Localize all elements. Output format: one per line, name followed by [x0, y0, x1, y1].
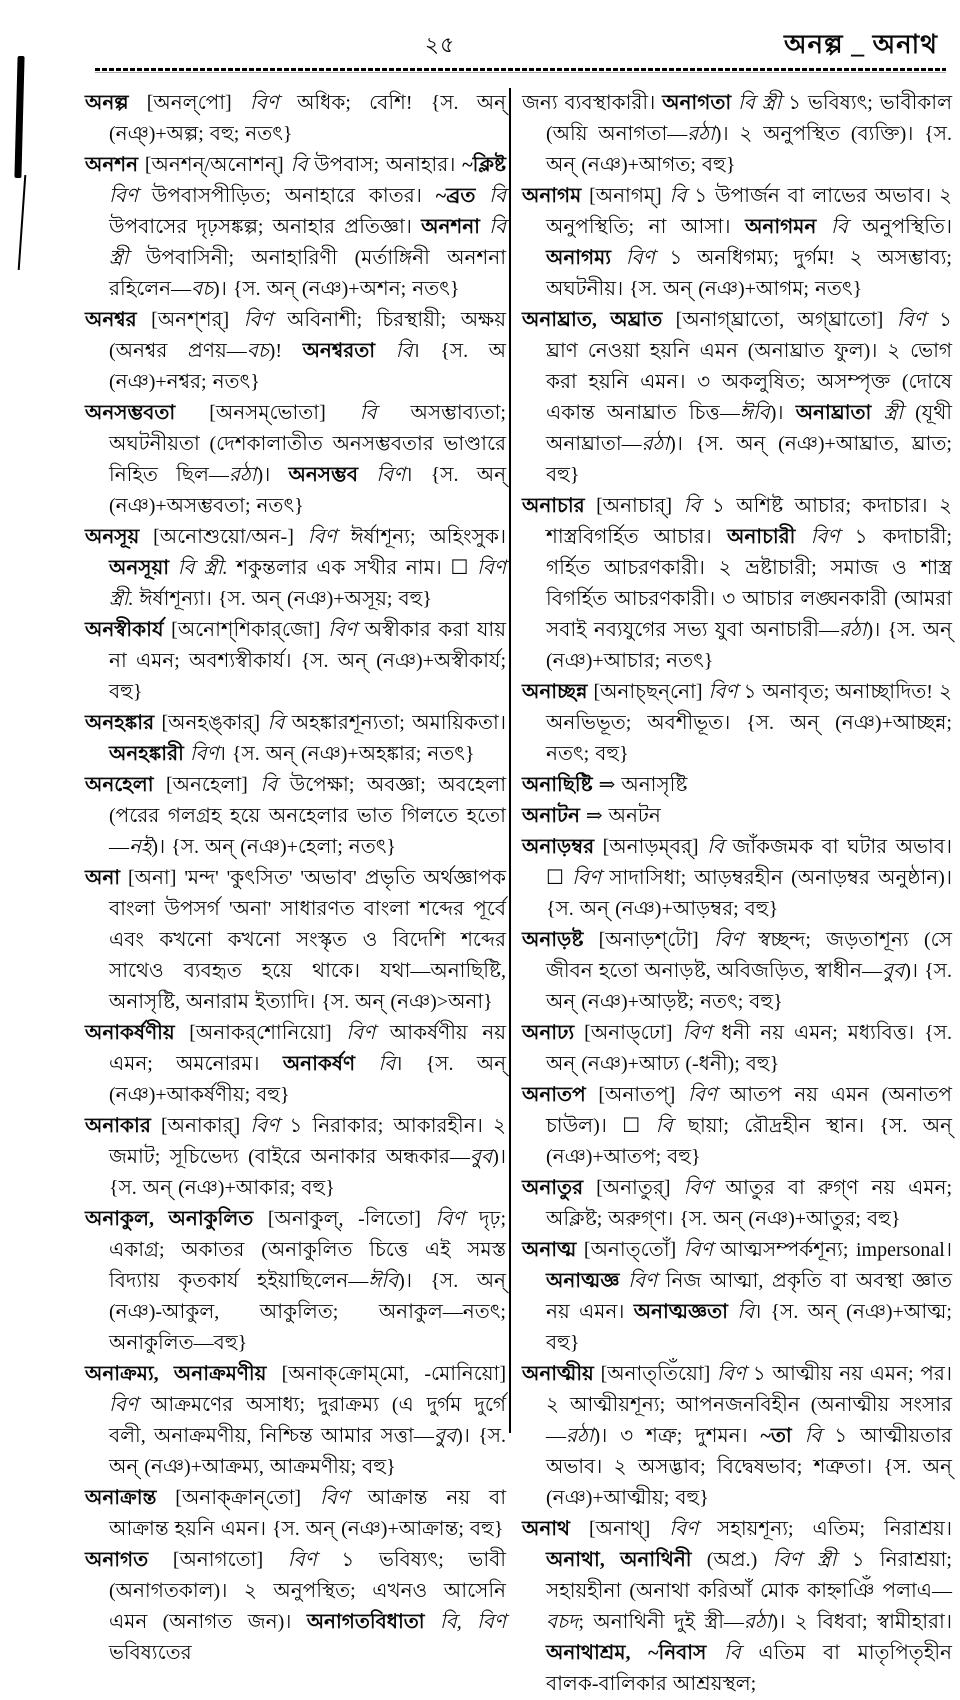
- entry-text: [অনশ্‌শর্]: [136, 309, 244, 331]
- grammar-label: বি: [669, 185, 687, 207]
- entry-text: [অনাক্‌ক্রান্‌তো]: [156, 1487, 320, 1509]
- entry-text: আক্রান্ত নয় বা আক্রান্ত হয়নি এমন। {স. অন্ (নঞ)+আক্রান্ত; বহু}: [109, 1487, 506, 1540]
- headword: অনাথ: [522, 1518, 571, 1540]
- headword: অনাত্ম: [522, 1239, 577, 1261]
- entry-text: [অনসম্‌ভোতা]: [175, 402, 360, 424]
- dictionary-entry: [85, 1483, 506, 1545]
- entry-text: জন্য ব্যবস্থাকারী।: [522, 92, 663, 114]
- scan-artifact: [14, 56, 24, 178]
- grammar-label: বিণ: [189, 743, 219, 765]
- grammar-label: বিণ: [717, 1363, 746, 1385]
- headword: অনাঢ্য: [522, 1022, 575, 1044]
- grammar-label: বি: [395, 340, 413, 362]
- grammar-label: বি স্ত্রী: [738, 92, 782, 114]
- entry-text: ১ নিরাশ্রয়া; সহায়হীনা (অনাথা করিআঁ মোক কাহ্নাঞিঁ পলাএ—: [546, 1549, 952, 1602]
- grammar-label: বি: [489, 216, 507, 238]
- entry-text: শকুন্তলার এক সখীর নাম। ☐: [227, 557, 478, 579]
- entry-text: [731, 92, 738, 114]
- entry-text: ⇒ অনাসৃষ্টি: [592, 774, 688, 796]
- headword: অনাকার: [85, 1115, 151, 1137]
- entry-text: আকর্ষণীয় নয় এমন; অমনোরম।: [109, 1022, 506, 1075]
- dictionary-entry: [522, 677, 952, 770]
- entry-text: ১ কদাচারী; গর্হিত আচরণকারী। ২ ভ্রষ্টাচারী; সমাজ ও শাস্ত্র বিগর্হিত আচরণকারী। ৩ আচার লঙ্ঘনকারী (আমরা সবাই নব্যযুগের সভ্য যুবা অনাচারী—: [546, 526, 953, 641]
- headword: অনহঙ্কারী: [109, 743, 184, 765]
- entry-text: ১ আত্মীয় নয় এমন; পর। ২ আত্মীয়শূন্য; আপনজনবিহীন (অনাত্মীয় সংসার—: [546, 1363, 952, 1447]
- grammar-label: স্ত্রী.: [109, 588, 134, 610]
- headword: ~ব্রত: [435, 185, 476, 207]
- dictionary-entry: [85, 305, 506, 398]
- grammar-label: রঠা: [839, 619, 867, 641]
- headword: অনসূয়: [85, 526, 140, 548]
- grammar-label: বি: [290, 154, 308, 176]
- entry-text: )। {স. অন্ (নঞ)+হেলা; নতৎ}: [151, 836, 396, 858]
- grammar-label: বিণ: [109, 1394, 138, 1416]
- headword: অনাতুর: [522, 1177, 584, 1199]
- entry-text: [358, 464, 376, 486]
- grammar-label: স্ত্রী: [109, 247, 129, 269]
- entry-text: )। {স. অন্ (নঞ)+আচার; নতৎ}: [546, 619, 952, 672]
- entry-text: উপবাসিনী; অনাহারিণী (মর্তাঙ্গিনী অনশনা রহিলেন—: [109, 247, 506, 300]
- headword: অনসূয়া: [109, 557, 170, 579]
- dictionary-entry: [85, 522, 506, 615]
- entry-text: [অনাগ্‌ঘ্রাতো, অগ্‌ঘ্রাতো]: [662, 309, 897, 331]
- entry-text: [অনাকর্‌শোনিয়ো]: [174, 1022, 347, 1044]
- grammar-label: স্ত্রী.: [203, 557, 228, 579]
- scan-artifact: [18, 175, 27, 270]
- entry-text: [375, 340, 396, 362]
- grammar-label: বিণ স্ত্রী: [772, 1549, 837, 1571]
- headword: অনাটন: [522, 805, 580, 827]
- entry-text: )।: [256, 464, 289, 486]
- entry-text: [169, 557, 178, 579]
- grammar-label: বুব: [881, 960, 905, 982]
- grammar-label: বিণ: [625, 247, 655, 269]
- entry-text: । {স. অ (নঞ)+নশ্বর; নতৎ}: [109, 340, 506, 393]
- dictionary-entry: [522, 491, 952, 677]
- headword: অনাক্রান্ত: [85, 1487, 157, 1509]
- entry-text: [619, 1270, 628, 1292]
- headword: ~ক্লিষ্ট: [462, 154, 507, 176]
- headword: অনহেলা: [85, 774, 154, 796]
- headword: অনশ্বরতা: [302, 340, 376, 362]
- entry-text: ঈর্ষাশূন্যা। {স. অন্ (নঞ)+অসূয়; বহু}: [133, 588, 432, 610]
- dictionary-entry: [85, 708, 506, 770]
- entry-text: স্বচ্ছন্দ; জড়তাশূন্য (সে জীবন হতো অনাড়ষ্ট, অবিজড়িত, স্বাধীন—: [546, 929, 952, 982]
- entry-text: )। {স. অন্ (নঞ)+আড়ষ্ট; নতৎ; বহু}: [546, 960, 953, 1013]
- running-head: অনল্প _ অনাথ: [783, 30, 938, 59]
- entry-text: ভবিষ্যতের: [109, 1642, 192, 1664]
- column-right: [522, 88, 952, 1700]
- headword: অনাচারী: [727, 526, 796, 548]
- dictionary-entry: [85, 1545, 506, 1669]
- entry-text: ১ আত্মীয়তার অভাব। ২ অসদ্ভাব; বিদ্বেষভাব; শত্রুতা। {স. অন্ (নঞ)+আত্মীয়; বহু}: [546, 1425, 952, 1509]
- entry-text: [অনাত্‌তোঁ]: [576, 1239, 684, 1261]
- headword: অনসম্ভবতা: [85, 402, 176, 424]
- grammar-label: বিণ: [243, 309, 273, 331]
- headword: অনাক্রম্য, অনাক্রমণীয়: [85, 1363, 267, 1385]
- grammar-label: বিণ: [688, 1084, 717, 1106]
- grammar-label: বিণ: [287, 1549, 317, 1571]
- entry-text: )। {স. অন্ (নঞ)+অশন; নতৎ}: [213, 278, 460, 300]
- grammar-label: বিণ: [669, 1518, 699, 1540]
- dictionary-entry: [85, 770, 506, 863]
- entry-text: [480, 216, 489, 238]
- grammar-label: নই: [129, 836, 152, 858]
- grammar-label: স্ত্রী: [883, 402, 903, 424]
- headword: অনশন: [85, 154, 139, 176]
- entry-text: অহঙ্কারশূন্যতা; অমায়িকতা।: [284, 712, 506, 734]
- entry-text: [অনাগতো]: [148, 1549, 288, 1571]
- entry-text: সহায়শূন্য; এতিম; নিরাশ্রয়।: [698, 1518, 952, 1540]
- entry-text: ধনী নয় এমন; মধ্যবিত্ত। {স. অন্ (নঞ)+আঢ্য (-ধনী); বহু}: [546, 1022, 953, 1075]
- entry-text: উপবাসের দৃঢ়সঙ্কল্প; অনাহার প্রতিজ্ঞা।: [109, 216, 422, 238]
- grammar-label: বি: [830, 216, 848, 238]
- entry-text: [অনহেলা]: [153, 774, 261, 796]
- entry-text: [728, 1301, 737, 1323]
- grammar-label: বিণ: [328, 619, 358, 641]
- entry-text: উপবাস; অনাহার।: [307, 154, 463, 176]
- grammar-label: বি: [707, 836, 724, 858]
- entry-text: আতপ নয় এমন (অনাতপ চাউল)। ☐: [546, 1084, 952, 1137]
- entry-text: )। {স. অন্ (নঞ)+আঘ্রাত, ঘ্রাত; বহু}: [546, 433, 952, 486]
- entry-text: ; অনাথিনী দুই স্ত্রী—: [578, 1611, 744, 1633]
- headword: অনাত্মীয়: [522, 1363, 594, 1385]
- entry-text: । {স. অন্ (নঞ)+অহঙ্কার; নতৎ}: [218, 743, 475, 765]
- entry-text: [792, 1425, 805, 1447]
- dictionary-entry: [522, 1018, 952, 1080]
- grammar-label: বচদ: [546, 1611, 579, 1633]
- entry-text: )।: [769, 402, 796, 424]
- entry-text: [অনাড়ম্‌বর্]: [594, 836, 708, 858]
- entry-text: [অনশন্/অনোশন্]: [138, 154, 291, 176]
- headword: অনাচার: [522, 495, 585, 517]
- entry-text: [অনাকার্]: [150, 1115, 251, 1137]
- entry-text: [611, 247, 626, 269]
- grammar-label: বিণ: [109, 185, 138, 207]
- headword: অনাগতবিধাতা: [306, 1611, 425, 1633]
- dictionary-entry: [85, 1359, 506, 1483]
- entry-text: ঈর্ষাশূন্য; অহিংসুক।: [336, 526, 506, 548]
- entry-text: [অনাত্‌তিঁয়ো]: [593, 1363, 718, 1385]
- grammar-label: বিণ: [683, 1177, 713, 1199]
- headword: অনসম্ভব: [288, 464, 358, 486]
- grammar-label: বি: [489, 185, 507, 207]
- entry-text: [অনাথ্]: [570, 1518, 670, 1540]
- entry-text: অসম্ভাব্যতা; অঘটনীয়তা (দেশকালাতীত অনসম্ভবতার ভাণ্ডারে নিহিত ছিল—: [109, 402, 506, 486]
- grammar-label: বুব: [469, 1146, 493, 1168]
- entry-text: (যূথী অনাঘ্রাতা—: [546, 402, 953, 455]
- entry-text: । {স. অন্ (নঞ)+অসম্ভবতা; নতৎ}: [109, 464, 507, 517]
- grammar-label: বিণ: [572, 867, 602, 889]
- grammar-label: রঠা: [641, 433, 670, 455]
- entry-text: অস্বীকার করা যায় না এমন; অবশ্যস্বীকার্য। {স. অন্ (নঞ)+অস্বীকার্য; বহু}: [109, 619, 507, 703]
- grammar-label: বিণ: [376, 464, 406, 486]
- headword: অনশ্বর: [85, 309, 137, 331]
- grammar-label: বি: [260, 774, 278, 796]
- dictionary-entry: [85, 398, 506, 522]
- dictionary-entry: [522, 1514, 952, 1700]
- entry-text: [অনোশ্‌শিকার্‌জো]: [163, 619, 329, 641]
- grammar-label: বিণ: [319, 1487, 349, 1509]
- dictionary-entry: [522, 801, 952, 832]
- grammar-label: বিণ: [435, 1208, 465, 1230]
- entry-text: আতুর বা রুগ্ণ নয় এমন; অক্লিষ্ট; অরুগ্ণ। {স. অন্ (নঞ)+আতুর; বহু}: [546, 1177, 952, 1230]
- entry-text: [195, 557, 204, 579]
- entry-text: [অনাচ্‌ছন্‌নো]: [587, 681, 709, 703]
- entry-text: )। {স. অন্ (নঞ)+আকার; বহু}: [109, 1146, 506, 1199]
- column-left: [85, 88, 506, 1669]
- entry-text: ১ অনধিগম্য; দুর্গম! ২ অসম্ভাব্য; অঘটনীয়। {স. অন্ (নঞ)+আগম; নতৎ}: [546, 247, 952, 300]
- headword: অনাগতা: [662, 92, 732, 114]
- entry-text: আত্মসম্পর্কশূন্য; impersonal।: [712, 1239, 952, 1261]
- dictionary-entry: [522, 925, 952, 1018]
- entry-text: । {স. অন্ (নঞ)+আত্ম; বহু}: [546, 1301, 952, 1354]
- grammar-label: বি: [804, 1425, 822, 1447]
- entry-text: [অনাচার্]: [584, 495, 684, 517]
- headword: অনাগত: [85, 1549, 149, 1571]
- grammar-label: রঠা: [566, 1425, 594, 1447]
- grammar-label: বিণ: [682, 1022, 712, 1044]
- grammar-label: ঈবি: [739, 402, 770, 424]
- dictionary-entry: [522, 305, 952, 491]
- grammar-label: বি: [655, 1115, 673, 1137]
- entry-text: )। ২ অনুপস্থিত (ব্যক্তি)। {স. অন্ (নঞ)+আগত; বহু}: [546, 123, 953, 176]
- grammar-label: বিণ: [249, 92, 279, 114]
- entry-text: ছায়া; রৌদ্রহীন স্থান। {স. অন্ (নঞ)+আতপ; বহু}: [546, 1115, 952, 1168]
- entry-text: )। {স. অন্ (নঞ)+আক্রম্য, আক্রমণীয়; বহু}: [109, 1425, 507, 1478]
- grammar-label: বিণ: [713, 929, 743, 951]
- grammar-label: রঠা: [743, 1611, 772, 1633]
- grammar-label: বি: [683, 495, 701, 517]
- grammar-label: বিণ: [307, 526, 337, 548]
- headword: অনশনা: [421, 216, 480, 238]
- grammar-label: বিণ: [477, 557, 506, 579]
- grammar-label: বিণ: [708, 681, 738, 703]
- dictionary-entry: [85, 1111, 506, 1204]
- headword: অনা: [85, 867, 121, 889]
- grammar-label: বিণ: [896, 309, 926, 331]
- headword: অনস্বীকার্য: [85, 619, 164, 641]
- dictionary-entry: [85, 1018, 506, 1111]
- dictionary-entry: [522, 88, 952, 181]
- dictionary-entry: [522, 1359, 952, 1514]
- headword: অনাঘ্রাতা: [795, 402, 872, 424]
- grammar-label: রঠা: [687, 123, 715, 145]
- entry-text: দৃঢ়; একাগ্র; অকাতর (অনাকুলিত চিত্তে এই সমস্ত বিদ্যায় কৃতকার্য হইয়াছিলেন—: [109, 1208, 507, 1292]
- entry-text: সাদাসিধা; আড়ম্বরহীন (অনাড়ম্বর অনুষ্ঠান)। {স. অন্ (নঞ)+আড়ম্বর; বহু}: [546, 867, 952, 920]
- entry-text: [অনল্‌পো]: [128, 92, 250, 114]
- grammar-label: বি: [723, 1642, 741, 1664]
- grammar-label: বিণ: [250, 1115, 280, 1137]
- entry-text: [অনোশুয়ো/অন-]: [139, 526, 308, 548]
- entry-text: । {স. অন্ (নঞ)+আকর্ষণীয়; বহু}: [109, 1053, 507, 1106]
- grammar-label: রঠা: [228, 464, 257, 486]
- headword: অনাত্মজ্ঞ: [546, 1270, 620, 1292]
- grammar-label: বি: [378, 1053, 396, 1075]
- header-rule: [95, 68, 946, 73]
- entry-text: )। ৩ শত্রু; দুশমন।: [593, 1425, 761, 1447]
- headword: অনাঘ্রাত, অঘ্রাত: [522, 309, 663, 331]
- headword: অনাড়ম্বর: [522, 836, 595, 858]
- entry-text: উপবাসপীড়িত; অনাহারে কাতর।: [137, 185, 436, 207]
- headword: অনাচ্ছন্ন: [522, 681, 588, 703]
- entry-text: ১ উপার্জন বা লাভের অভাব। ২ অনুপস্থিতি; না আসা।: [546, 185, 952, 238]
- entry-text: [অনাগম্]: [581, 185, 670, 207]
- headword: অনাতপ: [522, 1084, 586, 1106]
- entry-text: [475, 185, 489, 207]
- headword: অনহঙ্কার: [85, 712, 155, 734]
- headword: অনাকুল, অনাকুলিত: [85, 1208, 254, 1230]
- headword: অনাড়ষ্ট: [522, 929, 584, 951]
- grammar-label: বিণ: [810, 526, 840, 548]
- dictionary-entry: [522, 1080, 952, 1173]
- page-number: ২৫: [424, 32, 456, 57]
- dictionary-entry: [85, 615, 506, 708]
- headword: অনাত্মজ্ঞতা: [633, 1301, 728, 1323]
- entry-text: [795, 526, 810, 548]
- entry-text: অবিনাশী; চিরস্থায়ী; অক্ষয় (অনশ্বর প্রণয়—: [109, 309, 506, 362]
- dictionary-entry: [522, 181, 952, 305]
- grammar-label: বুব: [433, 1425, 457, 1447]
- headword: অনল্প: [85, 92, 129, 114]
- entry-text: ১ ভবিষ্যৎ; ভাবীকাল (অয়ি অনাগতা—: [546, 92, 952, 145]
- dictionary-entry: [522, 832, 952, 925]
- entry-text: [অনহঙ্‌কার্]: [154, 712, 268, 734]
- entry-text: ১ অনাবৃত; অনাচ্ছাদিত! ২ অনভিভূত; অবশীভূত। {স. অন্ (নঞ)+আচ্ছন্ন; নতৎ; বহু}: [546, 681, 952, 765]
- entry-text: এতিম বা মাতৃপিতৃহীন বালক-বালিকার আশ্রয়স্থল;: [546, 1642, 952, 1695]
- entry-text: )!: [268, 340, 303, 362]
- entry-text: (অপ্র.): [691, 1549, 773, 1571]
- headword: অনাকর্ষণীয়: [85, 1022, 175, 1044]
- entry-text: )। ২ বিধবা; স্বামীহারা।: [771, 1611, 952, 1633]
- entry-text: [706, 1642, 724, 1664]
- entry-text: অনুপস্থিতি।: [847, 216, 953, 238]
- grammar-label: বিণ: [628, 1270, 658, 1292]
- dictionary-entry: [522, 1235, 952, 1359]
- column-divider: [509, 88, 511, 1433]
- entry-text: [অনাতপ্]: [585, 1084, 689, 1106]
- headword: অনাথা, অনাথিনী: [546, 1549, 692, 1571]
- dictionary-entry: [85, 1204, 506, 1359]
- entry-text: [425, 1611, 440, 1633]
- entry-text: )। {স. অন্ (নঞ)-আকুল, আকুলিত; অনাকুল—নতৎ; অনাকুলিত—বহু}: [109, 1270, 507, 1354]
- entry-text: ⇒ অনটন: [579, 805, 661, 827]
- grammar-label: বচ: [191, 278, 214, 300]
- grammar-label: বিণ: [346, 1022, 376, 1044]
- grammar-label: বি: [177, 557, 195, 579]
- entry-text: অধিক; বেশি! {স. অন্ (নঞ্)+অল্প; বহু; নতৎ}: [109, 92, 506, 145]
- entry-text: [অনাক্‌ক্রোম্‌মো, -মোনিয়ো]: [266, 1363, 507, 1385]
- headword: অনাকর্ষণ: [282, 1053, 356, 1075]
- headword: অনাগমন: [745, 216, 817, 238]
- grammar-label: বি, বিণ: [439, 1611, 506, 1633]
- dictionary-entry: [85, 150, 506, 305]
- entry-text: [871, 402, 883, 424]
- headword: অনাথাশ্রম, ~নিবাস: [546, 1642, 707, 1664]
- entry-text: ১ নিরাকার; আকারহীন। ২ জমাট; সূচিভেদ্য (বাইরে অনাকার অন্ধকার—: [109, 1115, 506, 1168]
- entry-text: [816, 216, 831, 238]
- grammar-label: বি: [359, 402, 377, 424]
- entry-text: [355, 1053, 378, 1075]
- entry-text: [অনাতুর্]: [583, 1177, 684, 1199]
- headword: অনাগম্য: [546, 247, 612, 269]
- entry-text: [অনা] 'মন্দ' 'কুৎসিত' 'অভাব' প্রভৃতি অর্থজ্ঞাপক বাংলা উপসর্গ 'অনা' সাধারণত বাংলা শব্দের পূর্বে এবং কখনো কখনো সংস্কৃত ও বিদেশি শব্দের সাথেও ব্যবহৃত হয়ে থাকে। যথা—অনাছিষ্টি, অনাসৃষ্টি, অনারাম ইত্যাদি। {স. অন্ (নঞ)>অনা}: [109, 867, 506, 1013]
- headword: অনাগম: [522, 185, 582, 207]
- entry-text: [অনাকুল্, -লিতো]: [253, 1208, 436, 1230]
- entry-text: [অনাড়শ্‌টো]: [583, 929, 714, 951]
- dictionary-entry: [85, 88, 506, 150]
- dictionary-entry: [85, 863, 506, 1018]
- entry-text: [অনাড্‌ঢো]: [574, 1022, 683, 1044]
- grammar-label: বিণ: [683, 1239, 713, 1261]
- grammar-label: বচ: [246, 340, 269, 362]
- entry-text: নিজ আত্মা, প্রকৃতি বা অবস্থা জ্ঞাত নয় এমন।: [546, 1270, 952, 1323]
- entry-text: ১ ভবিষ্যৎ; ভাবী (অনাগতকাল)। ২ অনুপস্থিত; এখনও আসেনি এমন (অনাগত জন)।: [109, 1549, 506, 1633]
- headword: ~তা: [760, 1425, 792, 1447]
- grammar-label: ঈবি: [368, 1270, 399, 1292]
- headword: অনাছিষ্টি: [522, 774, 593, 796]
- dictionary-entry: [522, 770, 952, 801]
- entry-text: আক্রমণের অসাধ্য; দুরাক্রম্য (এ দুর্গম দুর্গে বলী, অনাক্রমণীয়, নিশ্চিন্ত আমার সত্তা—: [109, 1394, 506, 1447]
- dictionary-entry: [522, 1173, 952, 1235]
- entry-text: ১ ঘ্রাণ নেওয়া হয়নি এমন (অনাঘ্রাত ফুল)। ২ ভোগ করা হয়নি এমন। ৩ অকলুষিত; অসম্পৃক্ত (দোষে একান্ত অনাঘ্রাত চিত্ত—: [546, 309, 952, 424]
- grammar-label: বি: [267, 712, 285, 734]
- entry-text: জাঁকজমক বা ঘটার অভাব। ☐: [546, 836, 952, 889]
- entry-text: উপেক্ষা; অবজ্ঞা; অবহেলা (পরের গলগ্রহ হয়ে অনহেলার ভাত গিলতে হতো—: [109, 774, 507, 858]
- grammar-label: বি: [737, 1301, 755, 1323]
- entry-text: ১ অশিষ্ট আচার; কদাচার। ২ শাস্ত্রবিগর্হিত আচার।: [546, 495, 952, 548]
